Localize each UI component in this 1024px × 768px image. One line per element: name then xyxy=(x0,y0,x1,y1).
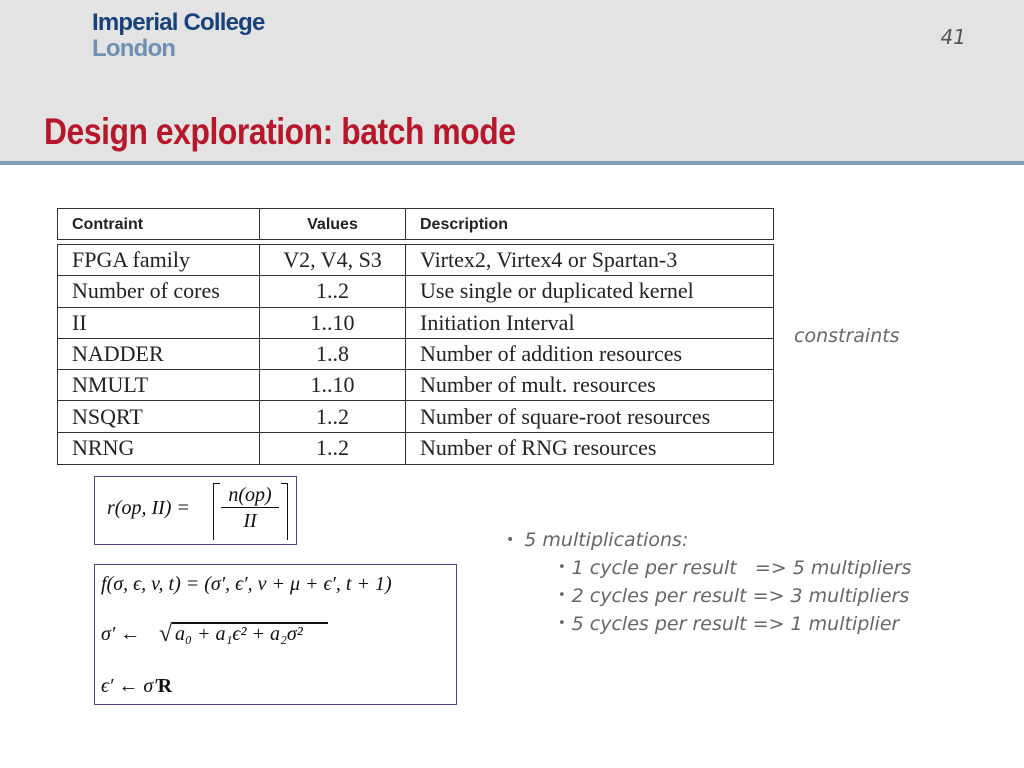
formula-lhs: r(op, II) = xyxy=(107,497,190,519)
constraints-table xyxy=(57,208,774,465)
table-row xyxy=(58,308,773,339)
table-row xyxy=(58,433,773,464)
cell-values: 1..10 xyxy=(260,308,406,338)
list-item xyxy=(558,610,911,638)
list-item xyxy=(506,526,911,554)
formula-fraction xyxy=(221,483,279,534)
cell-description: Virtex2, Virtex4 or Spartan-3 xyxy=(420,247,678,273)
slide-title: Design exploration: batch mode xyxy=(44,111,516,152)
bullet-sub-text: 2 cycles per result => 3 multipliers xyxy=(571,585,910,607)
table-row xyxy=(58,401,773,432)
cell-constraint: NRNG xyxy=(58,433,260,464)
table-row xyxy=(58,276,773,307)
formula-line-2-radicand: a₀ + a₁ϵ² + a₂σ² xyxy=(175,623,303,645)
ceiling-right-bracket xyxy=(281,483,288,540)
table-body xyxy=(57,244,774,465)
table-row xyxy=(58,370,773,401)
bullet-icon: • xyxy=(558,588,566,603)
cell-constraint: II xyxy=(58,308,260,338)
cell-values: 1..8 xyxy=(260,339,406,369)
formula-line-3-text: ϵ′ ← σ′ xyxy=(101,675,158,697)
bullet-main-text: 5 multiplications: xyxy=(524,529,689,551)
header-divider xyxy=(0,161,1024,165)
sqrt-symbol: √ xyxy=(159,621,173,647)
column-header-values: Values xyxy=(260,209,406,239)
formula-matrix-r: R xyxy=(157,675,173,697)
column-header-description: Description xyxy=(420,215,509,233)
cell-constraint: FPGA family xyxy=(58,245,260,275)
ceiling-left-bracket xyxy=(213,483,220,540)
column-header-constraint: Contraint xyxy=(58,209,260,239)
bullet-sub-text: 1 cycle per result => 5 multipliers xyxy=(571,557,912,579)
cell-values: V2, V4, S3 xyxy=(260,245,406,275)
multiplication-notes xyxy=(506,526,911,638)
cell-values: 1..10 xyxy=(260,370,406,400)
formula-line-1: f(σ, ϵ, v, t) = (σ′, ϵ′, v + μ + ϵ′, t + 1) xyxy=(101,573,392,595)
table-row xyxy=(58,245,773,276)
cell-constraint: NMULT xyxy=(58,370,260,400)
cell-constraint: NADDER xyxy=(58,339,260,369)
fraction-numerator: n(op) xyxy=(221,483,279,508)
bullet-icon: • xyxy=(558,616,566,631)
logo-line-1: Imperial College xyxy=(92,9,265,36)
cell-description: Number of mult. resources xyxy=(420,372,656,398)
cell-description: Initiation Interval xyxy=(420,309,575,335)
cell-description: Use single or duplicated kernel xyxy=(420,278,694,304)
list-item xyxy=(558,582,911,610)
cell-values: 1..2 xyxy=(260,276,406,306)
cell-description: Number of RNG resources xyxy=(420,435,657,461)
update-formula-box xyxy=(94,564,457,705)
page-number: 41 xyxy=(940,25,966,49)
fraction-denominator: II xyxy=(243,510,257,532)
imperial-college-logo xyxy=(92,10,265,62)
bullet-icon: • xyxy=(506,532,515,548)
constraints-label: constraints xyxy=(794,325,900,347)
cell-constraint: NSQRT xyxy=(58,401,260,431)
list-item xyxy=(558,554,911,582)
bullet-sub-text: 5 cycles per result => 1 multiplier xyxy=(571,613,900,635)
table-row xyxy=(58,339,773,370)
logo-line-2: London xyxy=(92,35,176,62)
cell-values: 1..2 xyxy=(260,433,406,464)
cell-values: 1..2 xyxy=(260,401,406,431)
table-header-row xyxy=(57,208,774,240)
formula-line-2-lhs: σ′ ← xyxy=(101,623,141,645)
formula-line-3 xyxy=(101,675,172,698)
cell-constraint: Number of cores xyxy=(58,276,260,306)
cell-description: Number of square-root resources xyxy=(420,403,711,429)
resource-formula-box xyxy=(94,476,297,545)
bullet-icon: • xyxy=(558,560,566,575)
cell-description: Number of addition resources xyxy=(420,341,683,367)
